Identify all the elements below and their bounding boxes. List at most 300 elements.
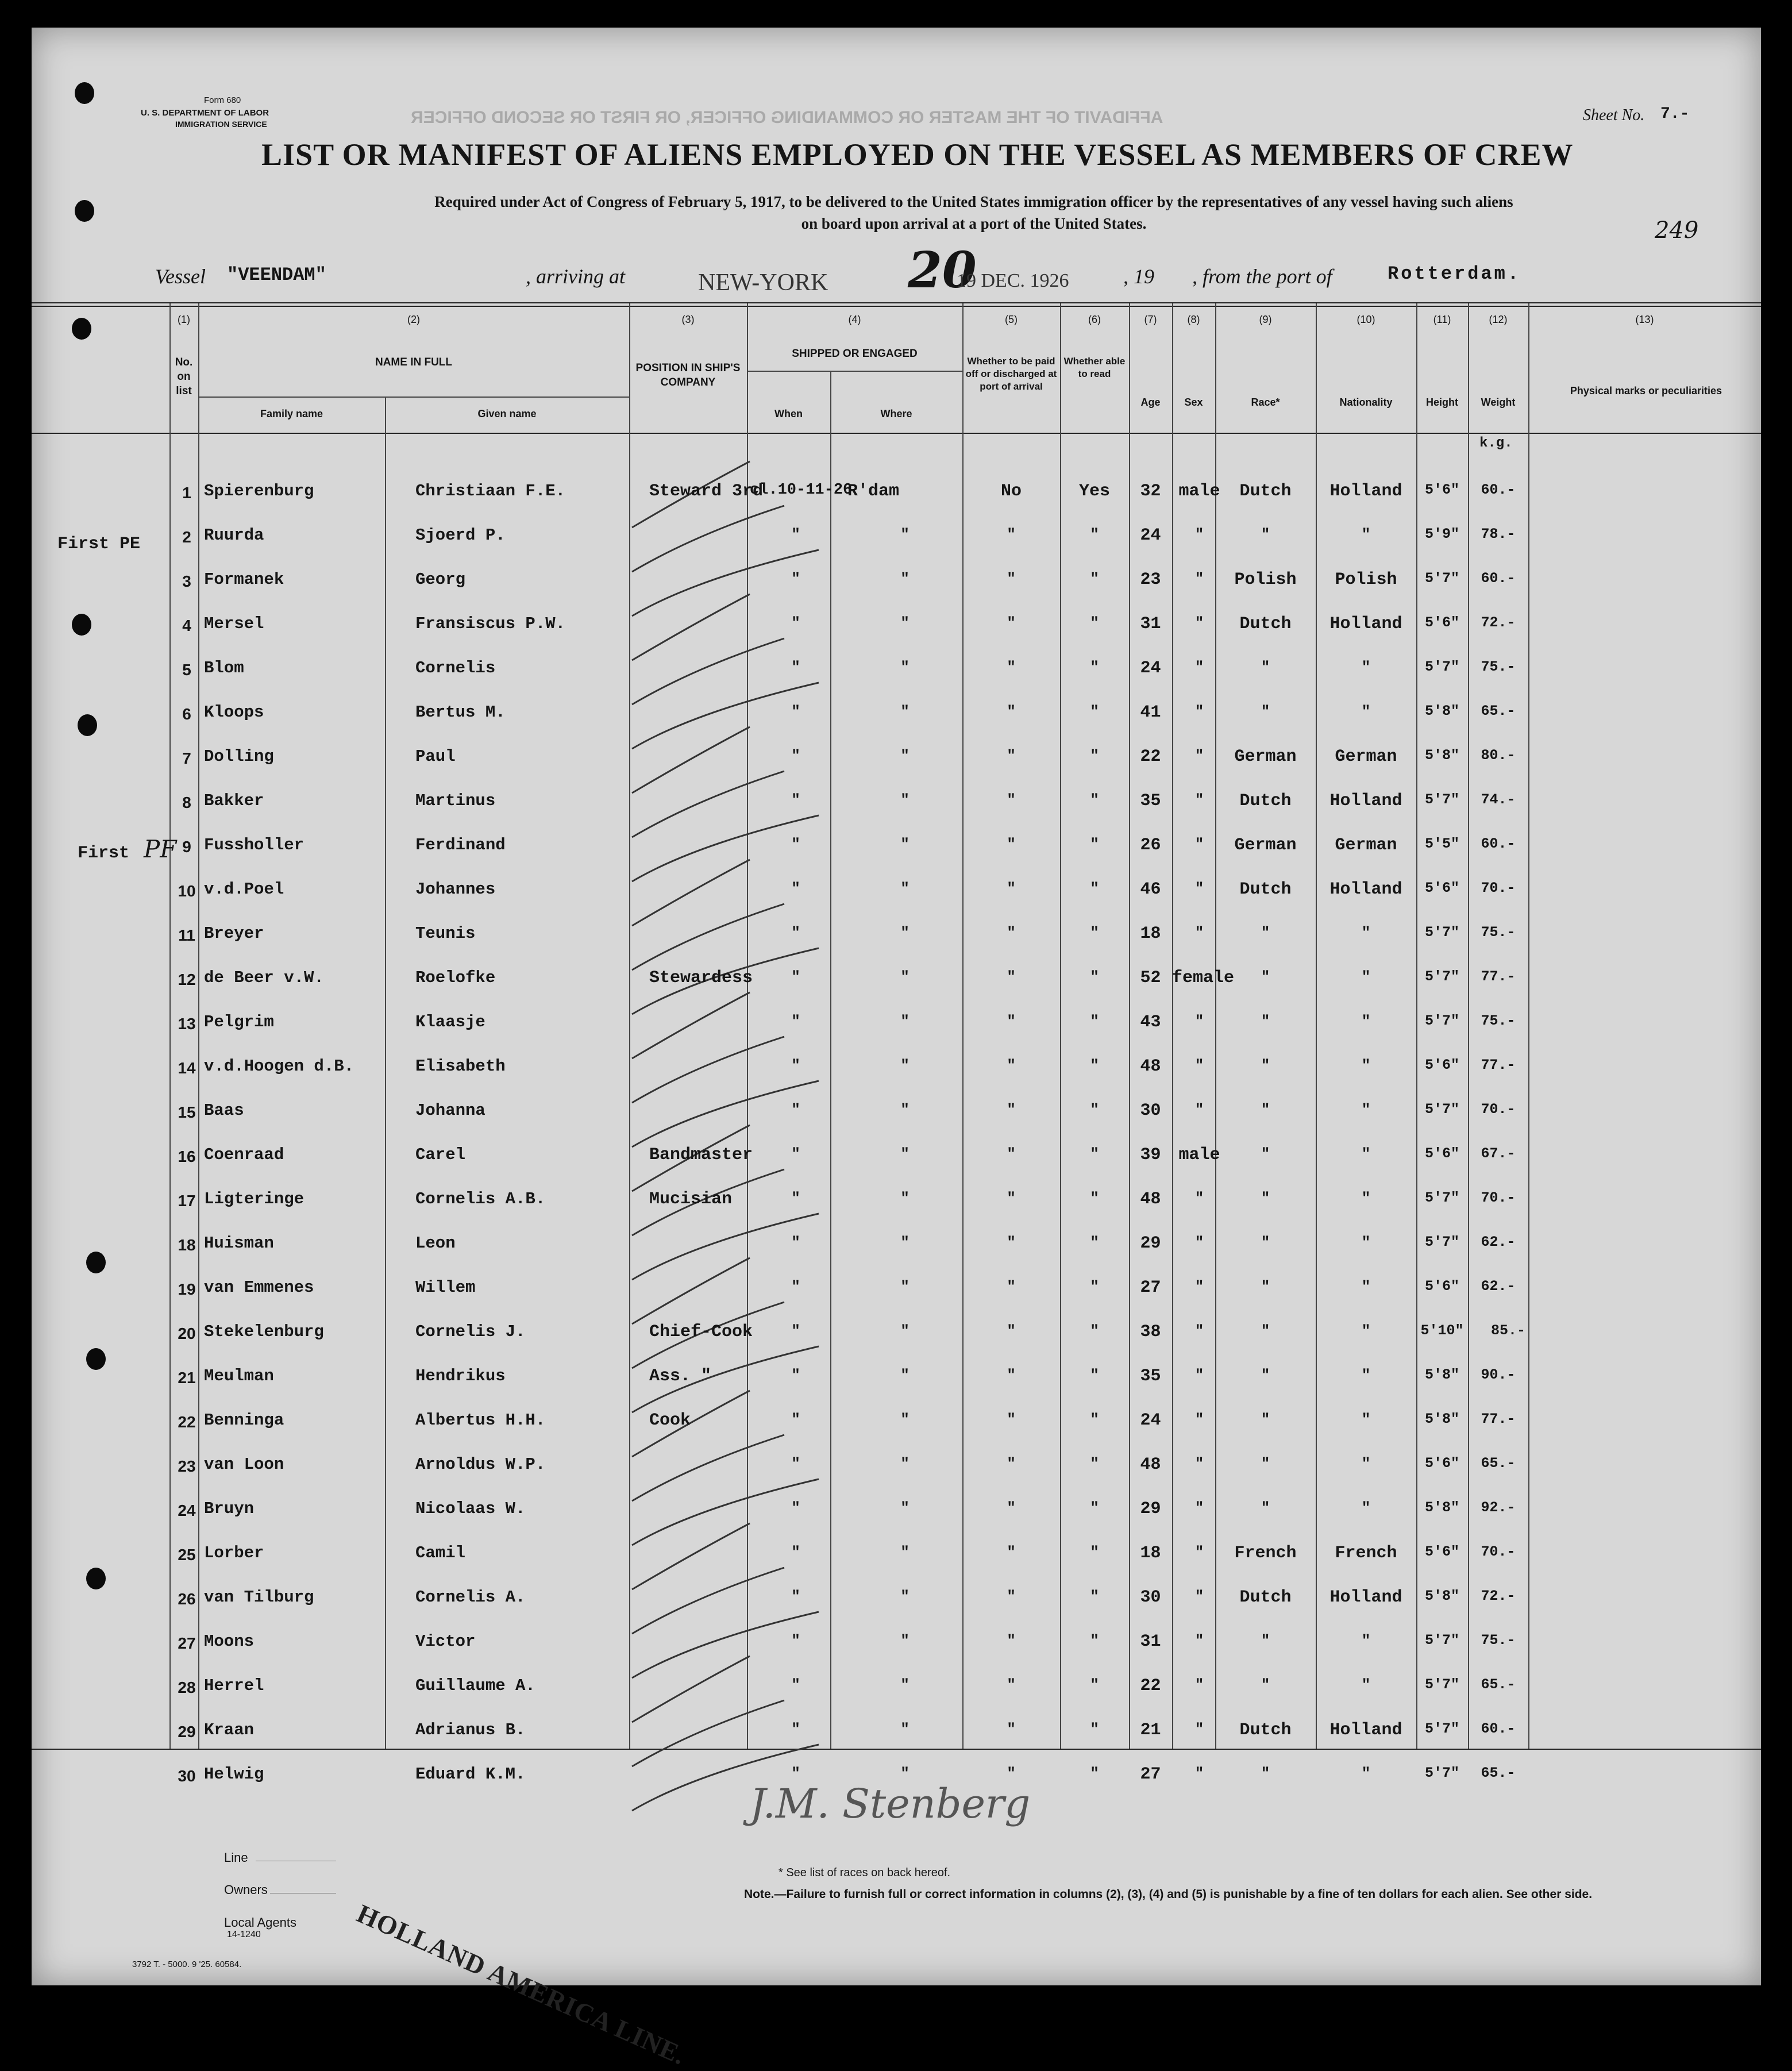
cell-read: ": [1090, 1190, 1099, 1207]
cell-paid: ": [1007, 1588, 1016, 1605]
cell-age: 22: [1140, 1676, 1161, 1696]
cell-weight: 65.-: [1481, 1455, 1516, 1472]
cell-race: ": [1261, 1234, 1270, 1251]
cell-read: ": [1090, 968, 1099, 986]
cell-no: 29: [178, 1723, 196, 1741]
cell-family: Huisman: [204, 1234, 274, 1253]
cell-no: 30: [178, 1767, 196, 1785]
cell-paid: ": [1007, 791, 1016, 809]
header-when: When: [774, 408, 803, 419]
cell-when: ": [791, 1765, 800, 1782]
cell-paid: ": [1007, 1543, 1016, 1561]
cell-where: ": [900, 1190, 910, 1207]
cell-height: 5'6": [1424, 1278, 1459, 1295]
cell-paid: ": [1007, 1499, 1016, 1516]
cell-nationality: French: [1335, 1543, 1397, 1563]
cell-family: Dolling: [204, 747, 274, 766]
cell-given: Willem: [415, 1278, 476, 1297]
cell-given: Cornelis A.B.: [415, 1190, 546, 1208]
cell-given: Camil: [415, 1543, 466, 1562]
name-subheader-rule: [198, 397, 629, 398]
cell-given: Elisabeth: [415, 1057, 506, 1076]
cell-age: 23: [1140, 570, 1161, 590]
header-physical-marks: Physical marks or peculiarities: [1570, 385, 1722, 397]
cell-nationality: ": [1361, 924, 1371, 941]
cell-weight: 70.-: [1481, 1543, 1516, 1560]
cell-height: 5'6": [1424, 482, 1459, 498]
cell-where: ": [900, 791, 910, 809]
punch-hole: [72, 614, 91, 636]
cell-when: ": [791, 1057, 800, 1074]
cell-height: 5'7": [1424, 659, 1459, 675]
cell-nationality: Holland: [1329, 880, 1402, 899]
cell-read: ": [1090, 526, 1099, 543]
cell-nationality: ": [1361, 1057, 1371, 1074]
cell-weight: 60.-: [1481, 482, 1516, 498]
cell-no: 15: [178, 1103, 196, 1121]
cell-height: 5'6": [1424, 1145, 1459, 1162]
service-name: IMMIGRATION SERVICE: [175, 120, 267, 129]
cell-given: Johanna: [415, 1101, 485, 1120]
cell-paid: ": [1007, 1057, 1016, 1074]
cell-height: 5'7": [1424, 1013, 1459, 1029]
cell-sex: ": [1194, 1057, 1204, 1074]
header-given-name: Given name: [477, 408, 537, 419]
cell-height: 5'7": [1424, 791, 1459, 808]
cell-race: Dutch: [1239, 880, 1292, 899]
cell-sex: ": [1194, 1101, 1204, 1118]
footer-local-agents-label: Local Agents: [224, 1915, 296, 1930]
cell-no: 17: [178, 1192, 196, 1210]
cell-family: Herrel: [204, 1676, 264, 1695]
cell-nationality: Polish: [1335, 570, 1397, 590]
cell-race: ": [1261, 659, 1270, 676]
cell-height: 5'6": [1424, 614, 1459, 631]
cell-no: 2: [182, 528, 191, 546]
cell-age: 29: [1140, 1234, 1161, 1253]
cell-weight: 77.-: [1481, 968, 1516, 985]
cell-given: Cornelis A.: [415, 1588, 526, 1607]
cell-weight: 60.-: [1481, 570, 1516, 587]
pencil-tick: [632, 1258, 750, 1324]
cell-height: 5'7": [1424, 1632, 1459, 1649]
cell-race: ": [1261, 1101, 1270, 1118]
cell-race: ": [1261, 1632, 1270, 1649]
cell-sex: ": [1194, 526, 1204, 543]
cell-where: ": [900, 1720, 910, 1738]
cell-age: 35: [1140, 791, 1161, 811]
cell-where: ": [900, 570, 910, 587]
cell-where: ": [900, 836, 910, 853]
cell-when: ": [791, 924, 800, 941]
cell-no: 1: [182, 484, 191, 502]
cell-when: ": [791, 1366, 800, 1384]
cell-family: Spierenburg: [204, 482, 314, 501]
cell-when: ": [791, 1145, 800, 1162]
pencil-tick: [632, 1523, 750, 1589]
cell-age: 26: [1140, 836, 1161, 855]
note-label: Note.: [744, 1888, 774, 1901]
table-bottom-border: [32, 1749, 1761, 1750]
cell-read: ": [1090, 791, 1099, 809]
cell-height: 5'8": [1424, 1499, 1459, 1516]
cell-race: Dutch: [1239, 1588, 1292, 1607]
cell-age: 46: [1140, 880, 1161, 899]
column-number: (12): [1489, 314, 1508, 325]
print-code: 3792 T. - 5000. 9 '25. 60584.: [132, 1960, 242, 1969]
cell-no: 21: [178, 1369, 196, 1387]
cell-family: Moons: [204, 1632, 255, 1651]
cell-weight: 70.-: [1481, 1101, 1516, 1118]
cell-family: Meulman: [204, 1366, 274, 1385]
cell-no: 8: [182, 794, 191, 811]
cell-race: Dutch: [1239, 791, 1292, 811]
cell-paid: ": [1007, 570, 1016, 587]
cell-given: Leon: [415, 1234, 456, 1253]
cell-race: ": [1261, 1411, 1270, 1428]
cell-race: Dutch: [1239, 614, 1292, 634]
header-sex: Sex: [1184, 397, 1203, 408]
cell-paid: ": [1007, 924, 1016, 941]
cell-given: Fransiscus P.W.: [415, 614, 566, 633]
cell-race: ": [1261, 1145, 1270, 1162]
cell-age: 48: [1140, 1057, 1161, 1076]
cell-read: ": [1090, 1322, 1099, 1339]
cell-sex: ": [1194, 1499, 1204, 1516]
cell-sex: ": [1194, 1765, 1204, 1782]
header-bottom-border: [32, 433, 1761, 434]
cell-age: 30: [1140, 1588, 1161, 1607]
cell-nationality: ": [1361, 1455, 1371, 1472]
cell-paid: ": [1007, 1455, 1016, 1472]
cell-no: 6: [182, 705, 191, 723]
cell-paid: ": [1007, 836, 1016, 853]
cell-given: Hendrikus: [415, 1366, 506, 1385]
header-able-to-read: Whether able to read: [1063, 356, 1126, 379]
cell-family: Mersel: [204, 614, 264, 633]
cell-age: 27: [1140, 1278, 1161, 1298]
cell-age: 24: [1140, 526, 1161, 545]
cell-paid: ": [1007, 1765, 1016, 1782]
cell-paid: ": [1007, 968, 1016, 986]
footer-line-label: Line: [224, 1850, 248, 1865]
cell-where: ": [900, 1145, 910, 1162]
cell-where: ": [900, 1543, 910, 1561]
cell-given: Roelofke: [415, 968, 496, 987]
cell-family: van Loon: [204, 1455, 284, 1474]
cell-given: Sjoerd P.: [415, 526, 506, 545]
cell-height: 5'8": [1424, 1366, 1459, 1383]
cell-when: ": [791, 836, 800, 853]
cell-given: Paul: [415, 747, 456, 766]
from-port-label: , from the port of: [1192, 265, 1332, 288]
cell-race: Dutch: [1239, 1720, 1292, 1740]
cell-race: French: [1234, 1543, 1297, 1563]
cell-sex: ": [1194, 1676, 1204, 1693]
cell-age: 31: [1140, 1632, 1161, 1652]
holland-america-line-stamp: HOLLAND AMERICA LINE.: [352, 1898, 691, 2070]
header-family-name: Family name: [260, 408, 323, 419]
cell-sex: ": [1194, 1588, 1204, 1605]
cell-sex: ": [1194, 924, 1204, 941]
cell-when: ": [791, 1543, 800, 1561]
cell-where: ": [900, 614, 910, 632]
cell-given: Guillaume A.: [415, 1676, 535, 1695]
cell-family: Coenraad: [204, 1145, 284, 1164]
punch-hole: [86, 1348, 106, 1370]
column-number: (6): [1088, 314, 1101, 325]
cell-weight: 65.-: [1481, 703, 1516, 719]
cell-no: 5: [182, 661, 191, 679]
cell-height: 5'6": [1424, 880, 1459, 896]
cell-nationality: ": [1361, 1499, 1371, 1516]
cell-sex: ": [1194, 1322, 1204, 1339]
column-number: (3): [681, 314, 695, 325]
cell-no: 25: [178, 1546, 196, 1564]
cell-family: Pelgrim: [204, 1013, 274, 1031]
cell-when: ": [791, 1720, 800, 1738]
cell-where: ": [900, 1676, 910, 1693]
cell-where: ": [900, 880, 910, 897]
cell-age: 48: [1140, 1190, 1161, 1209]
cell-weight: 74.-: [1481, 791, 1516, 808]
cell-weight: 75.-: [1481, 1013, 1516, 1029]
cell-given: Johannes: [415, 880, 496, 899]
cell-race: Dutch: [1239, 482, 1292, 501]
cell-age: 30: [1140, 1101, 1161, 1121]
cell-weight: 75.-: [1481, 1632, 1516, 1649]
punch-hole: [78, 714, 97, 736]
cell-sex: ": [1194, 1366, 1204, 1384]
cell-paid: ": [1007, 1366, 1016, 1384]
cell-when: ": [791, 880, 800, 897]
cell-weight: 67.-: [1481, 1145, 1516, 1162]
cell-race: ": [1261, 1676, 1270, 1693]
cell-age: 41: [1140, 703, 1161, 722]
cell-position: Ass. ": [649, 1366, 712, 1386]
cell-where: ": [900, 1366, 910, 1384]
cell-race: ": [1261, 1013, 1270, 1030]
cell-where: ": [900, 1013, 910, 1030]
cell-given: Cornelis J.: [415, 1322, 526, 1341]
cell-race: ": [1261, 526, 1270, 543]
cell-read: ": [1090, 1632, 1099, 1649]
cell-weight: 92.-: [1481, 1499, 1516, 1516]
cell-nationality: ": [1361, 1765, 1371, 1782]
cell-where: ": [900, 703, 910, 720]
cell-weight: 60.-: [1481, 836, 1516, 852]
cell-no: 3: [182, 572, 191, 590]
cell-when: ": [791, 1588, 800, 1605]
cell-nationality: German: [1335, 836, 1397, 855]
cell-sex: ": [1194, 1190, 1204, 1207]
cell-when: ": [791, 1322, 800, 1339]
table-top-border: [32, 306, 1761, 307]
header-where: Where: [880, 408, 912, 419]
cell-race: ": [1261, 1278, 1270, 1295]
cell-nationality: ": [1361, 1190, 1371, 1207]
cell-race: ": [1261, 1322, 1270, 1339]
cell-age: 18: [1140, 1543, 1161, 1563]
cell-sex: ": [1194, 1543, 1204, 1561]
pencil-tick: [632, 727, 750, 793]
cell-weight: 90.-: [1481, 1366, 1516, 1383]
cell-paid: ": [1007, 1013, 1016, 1030]
cell-sex: ": [1194, 1411, 1204, 1428]
cell-nationality: ": [1361, 1145, 1371, 1162]
cell-paid: ": [1007, 1676, 1016, 1693]
cell-no: 7: [182, 749, 191, 767]
cell-family: Blom: [204, 659, 244, 677]
footer-agents-number: 14-1240: [227, 1930, 261, 1939]
margin-note-pf: PF: [144, 835, 177, 863]
cell-read: Yes: [1078, 482, 1110, 501]
cell-given: Ferdinand: [415, 836, 506, 854]
margin-note-first-pe: First PE: [57, 534, 141, 554]
cell-read: ": [1090, 1499, 1099, 1516]
cell-position: Chief-Cook: [649, 1322, 753, 1342]
cell-paid: ": [1007, 614, 1016, 632]
column-number: (11): [1433, 314, 1451, 325]
punch-hole: [75, 200, 94, 222]
cell-read: ": [1090, 1101, 1099, 1118]
cell-no: 14: [178, 1059, 196, 1077]
cell-read: ": [1090, 1234, 1099, 1251]
cell-paid: ": [1007, 1234, 1016, 1251]
cell-weight: 72.-: [1481, 614, 1516, 631]
cell-weight: 77.-: [1481, 1411, 1516, 1427]
cell-no: 11: [178, 926, 195, 944]
header-race: Race*: [1251, 397, 1280, 408]
cell-given: Georg: [415, 570, 466, 589]
cell-when: ": [791, 747, 800, 764]
cell-where: ": [900, 1632, 910, 1649]
cell-where: ": [900, 1455, 910, 1472]
cell-nationality: ": [1361, 1278, 1371, 1295]
cell-when: ": [791, 659, 800, 676]
form-number: Form 680: [204, 95, 241, 105]
cell-family: Bakker: [204, 791, 264, 810]
cell-family: Fussholler: [204, 836, 305, 854]
column-divider: [629, 303, 630, 1749]
cell-paid: ": [1007, 1190, 1016, 1207]
cell-paid: ": [1007, 1322, 1016, 1339]
cell-read: ": [1090, 924, 1099, 941]
cell-given: Adrianus B.: [415, 1720, 526, 1739]
cell-height: 5'7": [1424, 1101, 1459, 1118]
cell-no: 24: [178, 1502, 196, 1519]
cell-when: ": [791, 614, 800, 632]
cell-nationality: ": [1361, 659, 1371, 676]
cell-family: Lorber: [204, 1543, 264, 1562]
cell-where: ": [900, 1765, 910, 1782]
cell-nationality: ": [1361, 1366, 1371, 1384]
cell-read: ": [1090, 1013, 1099, 1030]
cell-where: ": [900, 1278, 910, 1295]
cell-family: Benninga: [204, 1411, 284, 1430]
cell-read: ": [1090, 703, 1099, 720]
cell-no: 22: [178, 1413, 196, 1431]
column-divider: [385, 397, 386, 1749]
cell-read: ": [1090, 1676, 1099, 1693]
cell-paid: ": [1007, 880, 1016, 897]
cell-family: v.d.Poel: [204, 880, 284, 899]
cell-height: 5'7": [1424, 968, 1459, 985]
cell-race: ": [1261, 1057, 1270, 1074]
cell-when: ": [791, 1499, 800, 1516]
cell-nationality: ": [1361, 1632, 1371, 1649]
cell-no: 19: [178, 1280, 196, 1298]
cell-family: Kraan: [204, 1720, 255, 1739]
cell-family: Baas: [204, 1101, 244, 1120]
footer-owners-label: Owners: [224, 1883, 268, 1897]
cell-when: ": [791, 703, 800, 720]
manifest-sheet: [32, 28, 1761, 2070]
column-number: (13): [1635, 314, 1654, 325]
pencil-tick: [632, 860, 750, 926]
cell-family: v.d.Hoogen d.B.: [204, 1057, 354, 1076]
cell-no: 13: [178, 1015, 196, 1033]
cell-family: van Tilburg: [204, 1588, 314, 1607]
cell-where: ": [900, 1234, 910, 1251]
cell-age: 39: [1140, 1145, 1161, 1165]
cell-given: Bertus M.: [415, 703, 506, 722]
cell-when: ": [791, 570, 800, 587]
cell-no: 27: [178, 1634, 196, 1652]
column-number: (4): [848, 314, 861, 325]
column-divider: [747, 303, 748, 1749]
cell-race: ": [1261, 924, 1270, 941]
cell-height: 5'8": [1424, 747, 1459, 764]
column-number: (5): [1005, 314, 1018, 325]
cell-read: ": [1090, 1366, 1099, 1384]
cell-where: ": [900, 924, 910, 941]
cell-when: ": [791, 1101, 800, 1118]
cell-where: R'dam: [847, 482, 900, 501]
cell-family: Ruurda: [204, 526, 264, 545]
cell-position: Bandmaster: [649, 1145, 753, 1165]
shipped-subheader-rule: [747, 371, 962, 372]
cell-weight: 60.-: [1481, 1720, 1516, 1737]
cell-read: ": [1090, 1543, 1099, 1561]
cell-read: ": [1090, 1720, 1099, 1738]
cell-weight: 85.-: [1490, 1322, 1525, 1339]
cell-nationality: Holland: [1329, 1720, 1402, 1740]
cell-sex: male: [1178, 1145, 1220, 1165]
cell-age: 18: [1140, 924, 1161, 944]
cell-age: 24: [1140, 1411, 1161, 1430]
cell-family: Breyer: [204, 924, 264, 943]
cell-race: German: [1234, 836, 1297, 855]
from-port: Rotterdam.: [1388, 263, 1521, 284]
column-number: (8): [1187, 314, 1200, 325]
cell-family: Kloops: [204, 703, 264, 722]
cell-sex: ": [1194, 614, 1204, 632]
year-label: , 19: [1123, 265, 1154, 288]
cell-given: Nicolaas W.: [415, 1499, 526, 1518]
column-number: (7): [1144, 314, 1157, 325]
punch-hole: [75, 82, 94, 104]
cell-position: Stewardess: [649, 968, 753, 988]
header-age: Age: [1140, 397, 1161, 408]
cell-nationality: Holland: [1329, 482, 1402, 501]
pencil-tick: [632, 1656, 750, 1722]
cell-nationality: ": [1361, 703, 1371, 720]
cell-where: ": [900, 1411, 910, 1428]
cell-height: 5'6": [1424, 1543, 1459, 1560]
cell-no: 9: [182, 838, 191, 856]
cell-sex: ": [1194, 791, 1204, 809]
